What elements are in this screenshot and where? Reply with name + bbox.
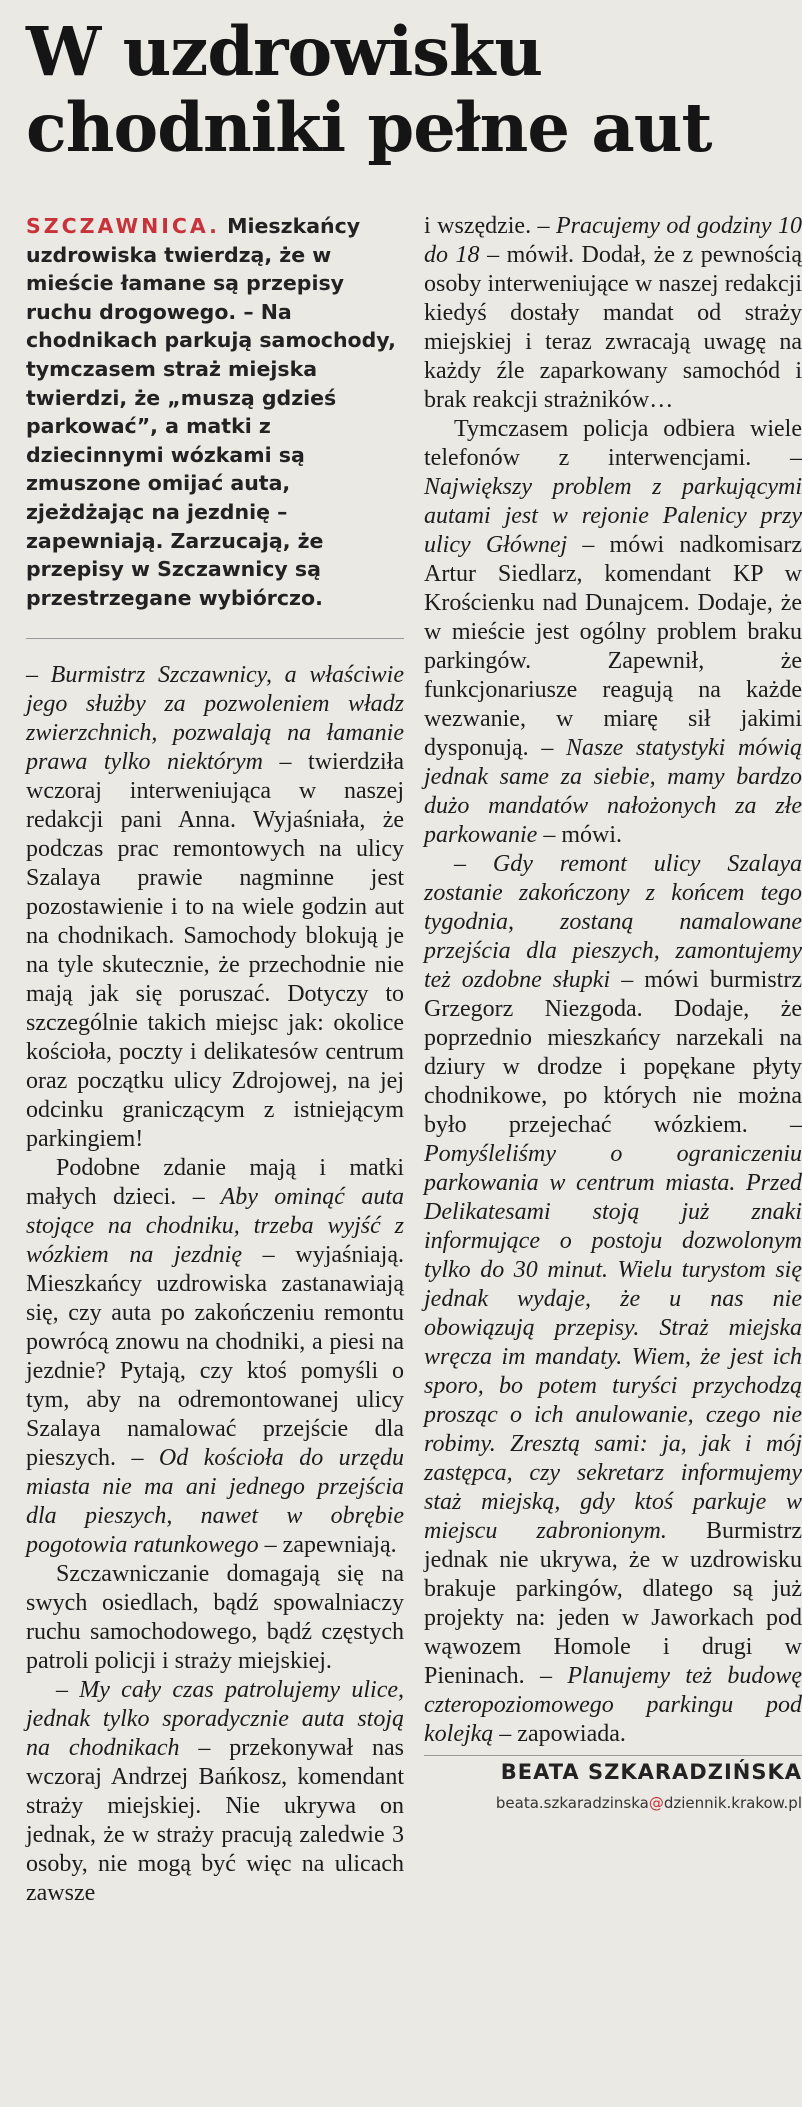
quote-segment: – Od kościoła do urzędu miasta nie ma ani jednego przejścia dla pieszych, nawet w obrębie pogotowia ratunkowego bbox=[26, 1445, 404, 1559]
quote-segment: – Burmistrz Szczawnicy, a właściwie jego służby za pozwoleniem władz zwierzchnich, pozwalają na łamanie prawa tylko niektórym bbox=[26, 662, 404, 776]
text-segment: – twierdziła wczoraj interweniująca w naszej redakcji pani Anna. Wyjaśniała, że podczas prac remontowych na ulicy Szalaya prawie nagminne jest pozostawienie i to na wiele godzin aut na chodnikach. Samochody blokują je na tyle skutecznie, że przechodnie nie mają jak się poruszać. Dotyczy to szczególnie takich miejsc jak: okolice kościoła, poczty i delikatesów centrum oraz początku ulicy Zdrojowej, na jej odcinku graniczącym z istniejącym parkingiem! bbox=[26, 749, 404, 1153]
body-paragraph bbox=[424, 850, 802, 1749]
author-email bbox=[424, 1794, 802, 1812]
email-at: @ bbox=[648, 1794, 664, 1812]
quote-segment: – Nasze statystyki mówią jednak same za siebie, mamy bardzo dużo mandatów nałożonych za złe parkowanie bbox=[424, 735, 802, 848]
headline-line-2: chodniki pełne aut bbox=[26, 88, 712, 167]
left-column bbox=[26, 212, 404, 1908]
lead-text: Mieszkańcy uzdrowiska twierdzą, że w mieście łamane są przepisy ruchu drogowego. – Na chodnikach parkują samochody, tymczasem straż miejska twierdzi, że „muszą gdzieś parkować”, a matki z dziecinnymi wózkami są zmuszone omijać auta, zjeżdżając na jezdnię – zapewniają. Zarzucają, że przepisy w Szczawnicy są przestrzegane wybiórczo. bbox=[26, 214, 396, 610]
body-paragraph bbox=[424, 212, 802, 415]
email-user: beata.szkaradzinska bbox=[495, 1794, 649, 1812]
body-paragraph bbox=[26, 661, 404, 1154]
body-paragraph bbox=[26, 1154, 404, 1560]
lead-divider bbox=[26, 638, 404, 639]
text-segment: – mówi burmistrz Grzegorz Niezgoda. Dodaje, że poprzednio mieszkańcy narzekali na dziury w drodze i popękane płyty chodnikowe, po których nie można było przejechać wózkiem. bbox=[424, 967, 802, 1138]
headline bbox=[26, 14, 778, 166]
right-column bbox=[424, 212, 802, 1908]
text-segment: – mówił. Dodał, że z pewnością osoby interweniujące w naszej redakcji kiedyś dostały mandat od straży miejskiej i teraz zwracają uwagę na każdy źle zaparkowany samochód i brak reakcji strażników… bbox=[424, 242, 802, 413]
quote-segment: – My cały czas patrolujemy ulice, jednak tylko sporadycznie auta stoją na chodnikach bbox=[26, 1677, 404, 1762]
quote-segment: – Pomyśleliśmy o ograniczeniu parkowania w centrum miasta. Przed Delikatesami stoją już znaki informujące o postoju dozwolonym tylko do 30 minut. Wielu turystom się jednak wydaje, że u nas nie obowiązują przepisy. Straż miejska wręcza im mandaty. Wiem, że jest ich sporo, bo potem turyści przychodzą prosząc o ich anulowanie, czego nie robimy. Zresztą sami: ja, jak i mój zastępca, czy sekretarz informujemy staż miejską, gdy ktoś parkuje w miejscu zabronionym. bbox=[424, 1112, 802, 1544]
text-segment: Podobne zdanie mają i matki małych dzieci. bbox=[26, 1155, 404, 1211]
body-paragraph bbox=[26, 1560, 404, 1676]
text-segment: – zapowiada. bbox=[493, 1721, 626, 1747]
lead-paragraph bbox=[26, 212, 404, 612]
quote-segment: – Największy problem z parkującymi autami jest w rejonie Palenicy przy ulicy Głównej bbox=[424, 445, 802, 558]
right-body-text bbox=[424, 212, 802, 1749]
article-columns bbox=[26, 212, 802, 1908]
lead-city: SZCZAWNICA. bbox=[26, 214, 220, 238]
email-domain: dziennik.krakow.pl bbox=[663, 1794, 802, 1812]
text-segment: – mówi. bbox=[537, 822, 622, 848]
text-segment: Tymczasem policja odbiera wiele telefonów z interwencjami. bbox=[424, 416, 802, 471]
text-segment: – mówi nadkomisarz Artur Siedlarz, komendant KP w Krościenku nad Dunajcem. Dodaje, że w mieście jest ogólny problem braku parkingów. Zapewnił, że funkcjonariusze reagują na każde wezwanie, w miarę sił jakimi dysponują. bbox=[424, 532, 802, 761]
quote-segment: – Gdy remont ulicy Szalaya zostanie zakończony z końcem tego tygodnia, zostaną namalowane przejścia dla pieszych, zamontujemy też ozdobne słupki bbox=[424, 851, 802, 993]
text-segment: – przekonywał nas wczoraj Andrzej Bańkosz, komendant straży miejskiej. Nie ukrywa on jednak, że w straży pracują zaledwie 3 osoby, nie mogą być więc na ulicach zawsze bbox=[26, 1735, 404, 1907]
text-segment: Szczawniczanie domagają się na swych osiedlach, bądź spowalniaczy ruchu samochodowego, bądź częstych patroli policji i straży miejskiej. bbox=[26, 1561, 404, 1675]
quote-segment: – Planujemy też budowę czteropoziomowego parkingu pod kolejką bbox=[424, 1663, 802, 1747]
text-segment: Burmistrz jednak nie ukrywa, że w uzdrowisku brakuje parkingów, dlatego są już projekty na: jeden w Jaworkach pod wąwozem Homole i drugi w Pieninach. bbox=[424, 1518, 802, 1689]
text-segment: – zapewniają. bbox=[258, 1532, 397, 1559]
quote-segment: – Pracujemy od godziny 10 do 18 bbox=[424, 213, 802, 268]
text-segment: i wszędzie. bbox=[424, 213, 538, 239]
quote-segment: – Aby ominąć auta stojące na chodniku, trzeba wyjść z wózkiem na jezdnię bbox=[26, 1184, 405, 1269]
left-body-text bbox=[26, 661, 404, 1908]
author-byline: BEATA SZKARADZIŃSKA bbox=[424, 1755, 802, 1784]
text-segment: – wyjaśniają. Mieszkańcy uzdrowiska zastanawiają się, czy auta po zakończeniu remontu powrócą znowu na chodniki, a piesi na jezdnie? Pytają, czy ktoś pomyśli o tym, aby na odremontowanej ulicy Szalaya namalować przejście dla pieszych. bbox=[26, 1242, 404, 1472]
body-paragraph bbox=[26, 1676, 404, 1908]
body-paragraph bbox=[424, 415, 802, 850]
headline-line-1: W uzdrowisku bbox=[26, 12, 543, 91]
